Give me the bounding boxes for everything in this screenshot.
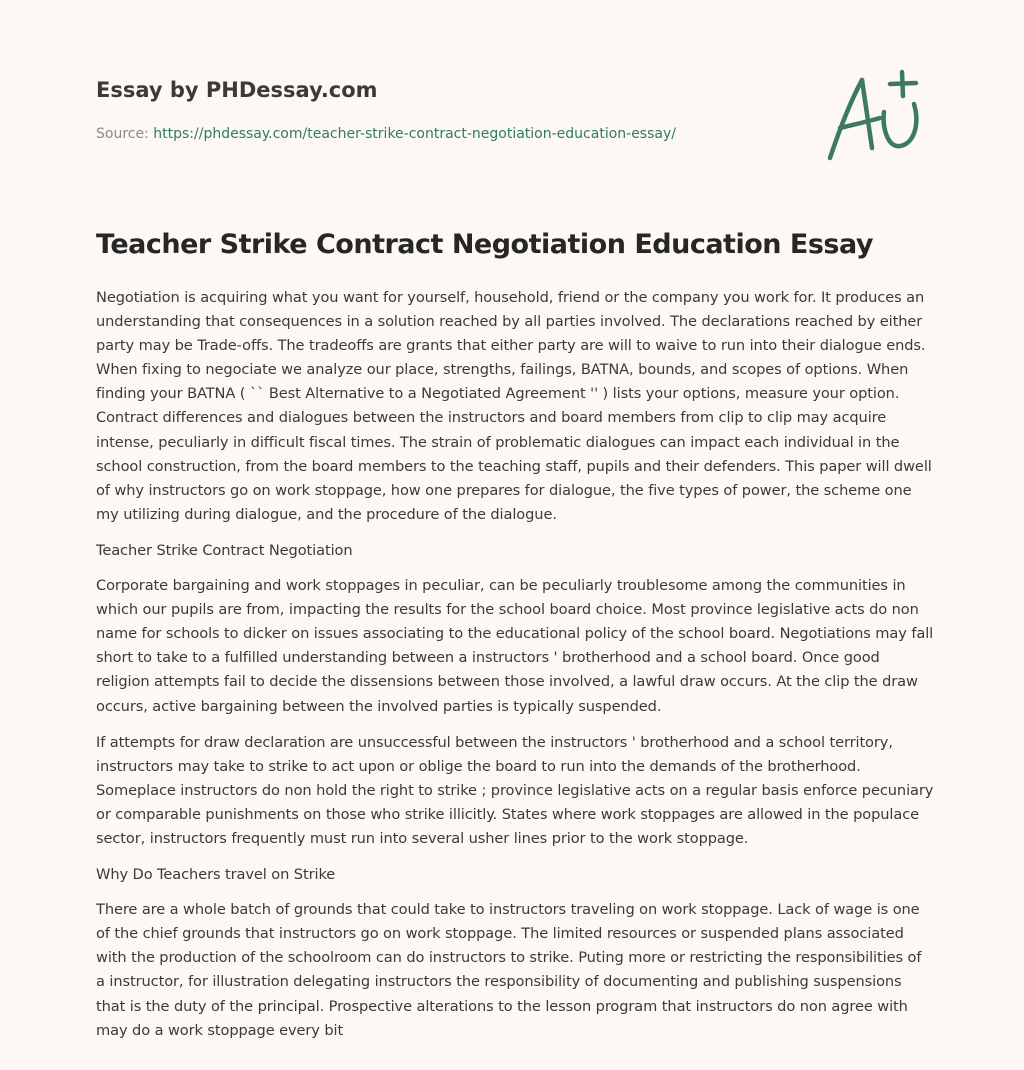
section-heading: Why Do Teachers travel on Strike [96, 866, 336, 884]
a-plus-logo-icon [822, 66, 928, 166]
essay-body [96, 286, 934, 1055]
section-heading: Teacher Strike Contract Negotiation [96, 541, 353, 559]
site-title: Essay by PHDessay.com [96, 78, 378, 102]
source-line [96, 124, 796, 144]
essay-paragraph: Negotiation is acquiring what you want for yourself, household, friend or the company you work for. It produces an understanding that consequences in a solution reached by all parties involved. The declarations reached by either party may be Trade-offs. The tradeoffs are grants that either party are will to waive to run into their dialogue ends. When fixing to negociate we analyze our place, strengths, failings, BATNA, bounds, and scopes of options. When finding your BATNA ( `` Best Alternative to a Negotiated Agreement '' ) lists your options, measure your option. Contract differences and dialogues between the instructors and board members from clip to clip may acquire intense, peculiarly in difficult fiscal times. The strain of problematic dialogues can impact each individual in the school construction, from the board members to the teaching staff, pupils and their defenders. This paper will dwell of why instructors go on work stoppage, how one prepares for dialogue, the five types of power, the scheme one my utilizing during dialogue, and the procedure of the dialogue. [96, 289, 932, 523]
page-header [96, 76, 796, 144]
essay-paragraph: There are a whole batch of grounds that could take to instructors traveling on work stoppage. Lack of wage is one of the chief grounds that instructors go on work stoppage. The limited resources or suspended plans associated with the production of the schoolroom can do instructors to strike. Puting more or restricting the responsibilities of a instructor, for illustration delegating instructors the responsibility of documenting and publishing suspensions that is the duty of the principal. Prospective alterations to the lesson program that instructors do non agree with may do a work stoppage every bit [96, 901, 922, 1039]
essay-paragraph: If attempts for draw declaration are unsuccessful between the instructors ' brotherhood and a school territory, instructors may take to strike to act upon or oblige the board to run into the demands of the brotherhood. Someplace instructors do non hold the right to strike ; province legislative acts on a regular basis enforce pecuniary or comparable punishments on those who strike illicitly. States where work stoppages are allowed in the populace sector, instructors frequently must run into several usher lines prior to the work stoppage. [96, 733, 934, 847]
essay-paragraph: Corporate bargaining and work stoppages in peculiar, can be peculiarly troublesome among the communities in which our pupils are from, impacting the results for the school board choice. Most province legislative acts do non name for schools to dicker on issues associating to the educational policy of the school board. Negotiations may fall short to take to a fulfilled understanding between a instructors ' brotherhood and a school board. Once good religion attempts fail to decide the dissensions between those involved, a lawful draw occurs. At the clip the draw occurs, active bargaining between the involved parties is typically suspended. [96, 577, 934, 715]
essay-title: Teacher Strike Contract Negotiation Education Essay [96, 229, 873, 260]
source-link[interactable]: https://phdessay.com/teacher-strike-contract-negotiation-education-essay/ [153, 126, 676, 142]
source-label: Source: [96, 126, 154, 142]
